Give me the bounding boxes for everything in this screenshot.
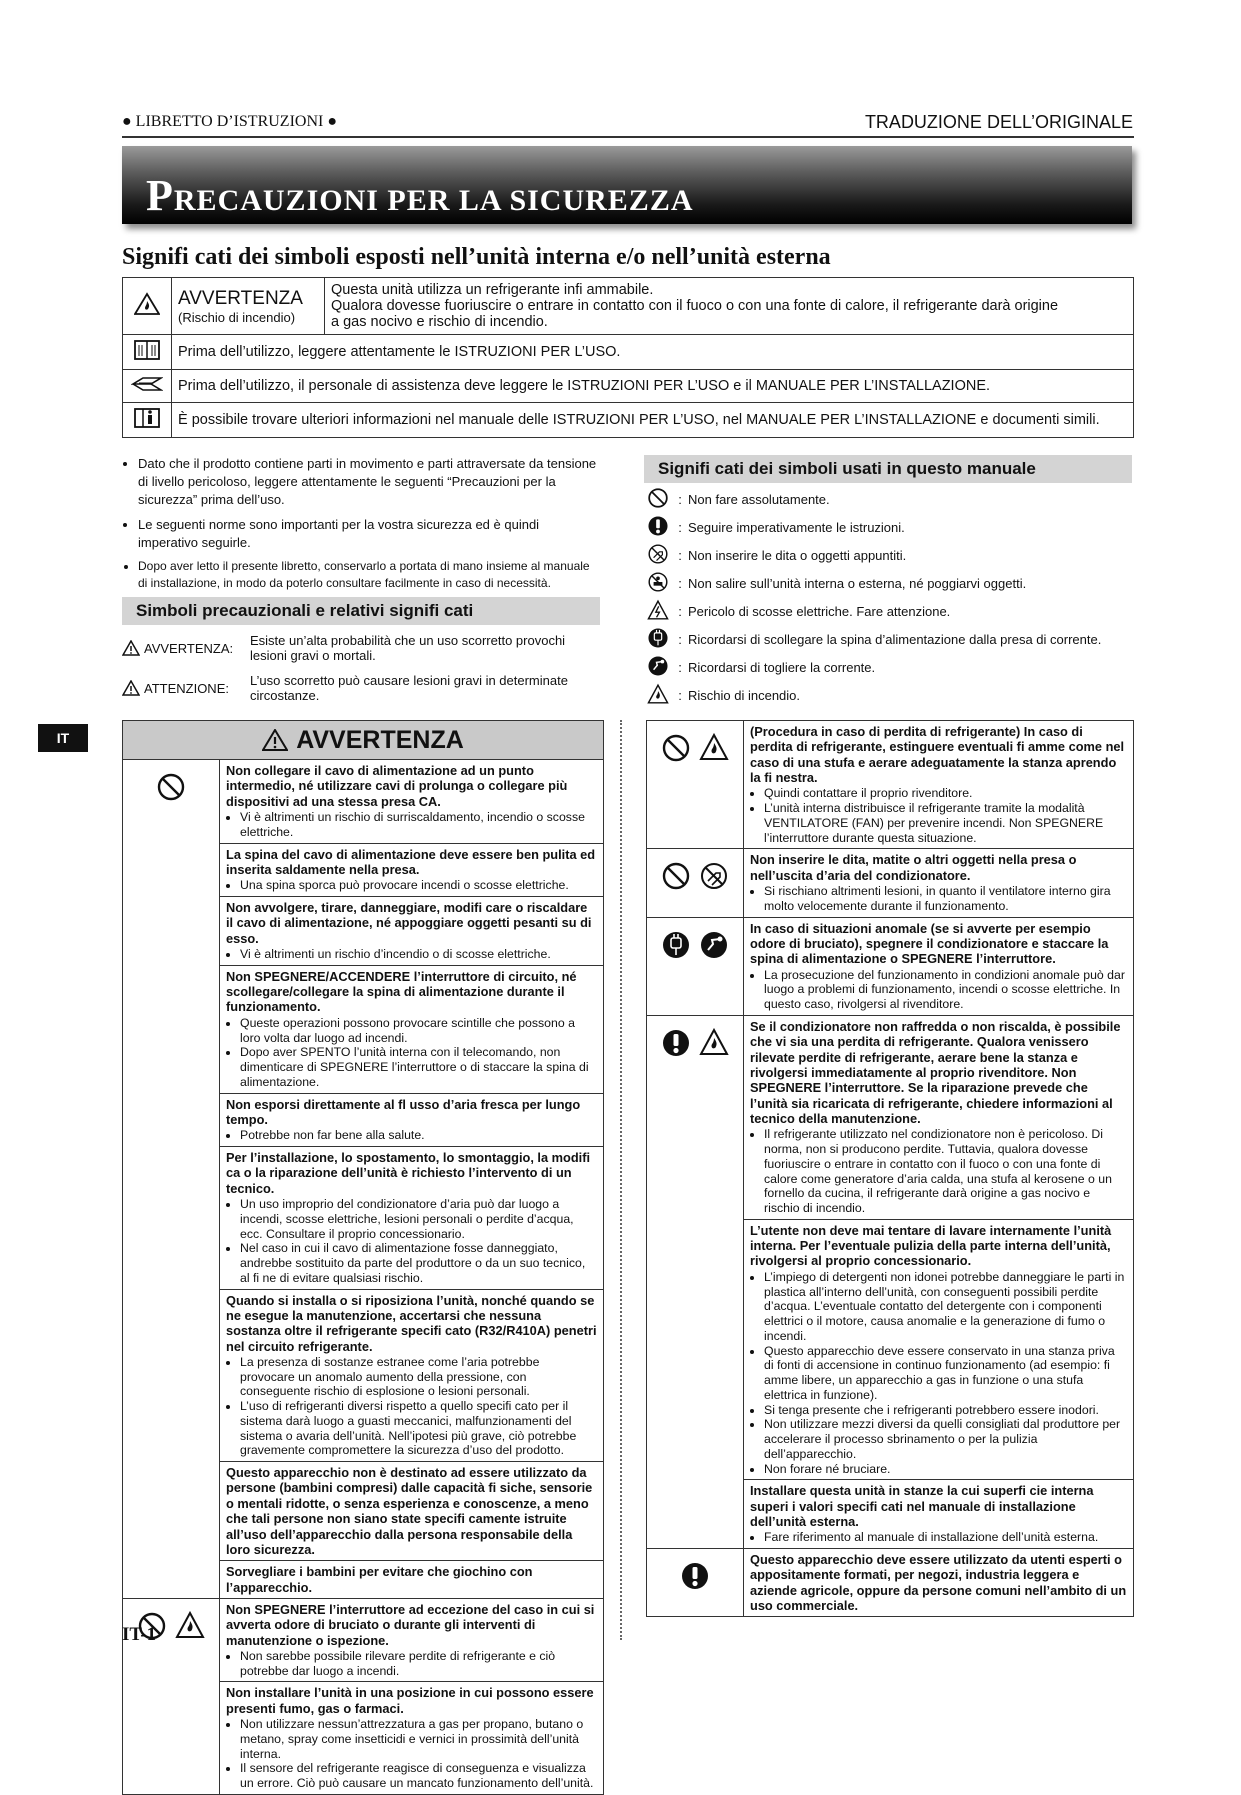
warning-item-bullets (750, 884, 1127, 914)
warning-group-icons (647, 721, 744, 848)
warning-item-bullet: • Il refrigerante utilizzato nel condizionatore non è pericoloso. Di norma, non si producono perdite. Tuttavia, qualora dovesse fuoriuscire o entrare in contatto con il fuoco o con una fonte di calore come generatore d’aria calda, una stufa al kerosene o un fornello da cucina, il refrigerante darà origine a gas nocivo e rischio di incendio. (764, 1127, 1127, 1216)
symbol-meaning: Rischio di incendio. (688, 687, 801, 703)
warning-item (744, 1220, 1133, 1481)
fire-risk-icon (175, 1611, 205, 1644)
warning-item-heading: In caso di situazioni anomale (se si avverte per esempio odore di bruciato), spegnere il condizionatore e staccare la spina di alimentazione o SPEGNERE l’interruttore. (750, 920, 1109, 967)
page-number: IT-1 (122, 1624, 157, 1645)
warning-item-bullet: • Vi è altrimenti un rischio di surriscaldamento, incendio o scosse elettriche. (240, 810, 597, 840)
warning-item-bullet: • L’impiego di detergenti non idonei potrebbe danneggiare le parti in plastica all’interno dell’unità, con conseguenti possibili perdite d’acqua. L’eventuale contatto del detergente con i componenti elettrici o il motore, causa anomalie e la generazione di fumo o incendi. (764, 1270, 1127, 1344)
warning-group (123, 1599, 603, 1794)
symbol-row (644, 569, 1132, 597)
warning-item-bullets (226, 947, 597, 962)
no-fingers-icon (699, 861, 729, 896)
warning-group-items (744, 918, 1133, 1015)
warning-meaning: Esiste un’alta probabilità che un uso scorretto provochi lesioni gravi o mortali. (250, 633, 566, 663)
warning-item-heading: Questo apparecchio non è destinato ad essere utilizzato da persone (bambini compresi) dalle capacità fi siche, sensorie o mentali ridotte, o senza esperienza e conoscenze, a meno che tali persone non siano state specifi camente istruite all’uso dell’apparecchio dalla persona responsabile della loro sicurezza. (226, 1465, 593, 1557)
warning-group-icons (647, 918, 744, 1015)
warning-group-items (220, 760, 603, 1598)
warning-item (744, 1480, 1133, 1548)
warning-item-bullets (750, 1127, 1127, 1216)
page-title: PRECAUZIONI PER LA SICUREZZA (146, 171, 694, 220)
intro-section (122, 455, 600, 598)
warning-group-items (744, 1016, 1133, 1548)
warning-item (220, 1147, 603, 1290)
header-rule (122, 136, 1134, 138)
symbol-row (644, 485, 1132, 513)
symbol-meaning: Non salire sull’unità interna o esterna, né poggiarvi oggetti. (688, 575, 1027, 591)
warning-item-bullet: • La presenza di sostanze estranee come l’aria potrebbe provocare un anomalo aumento della pressione, con conseguente rischio di esplosione o lesioni personali. (240, 1355, 597, 1399)
symbol-meaning: Pericolo di scosse elettriche. Fare attenzione. (688, 603, 951, 619)
warning-item-heading: Non avvolgere, tirare, danneggiare, modifi care o riscaldare il cavo di alimentazione, né appoggiare oggetti pesanti su di esso. (226, 899, 592, 946)
power-off-icon (644, 655, 672, 680)
warning-triangle-icon (262, 729, 288, 751)
symbol-meaning: Seguire imperativamente le istruzioni. (688, 519, 905, 535)
warning-label-cell: AVVERTENZA (Rischio di incendio) (172, 278, 325, 335)
warning-item-bullet: • Quindi contattare il proprio rivenditore. (764, 786, 1127, 801)
warning-item-heading: (Procedura in caso di perdita di refrigerante) In caso di perdita di refrigerante, estinguere eventuali fi amme come nel caso di una stufa e aerare adeguatamente la stanza aprendo la fi nestra. (750, 724, 1125, 786)
info-manual-icon (123, 403, 172, 438)
unplug-icon (661, 930, 691, 965)
warning-item (220, 897, 603, 966)
warning-item (220, 1599, 603, 1683)
symbol-meaning: Non inserire le dita o oggetti appuntiti. (688, 547, 907, 563)
warning-group (647, 1016, 1133, 1549)
warning-triangle-icon (122, 640, 140, 656)
precaution-symbols (122, 597, 600, 703)
warning-item (220, 1682, 603, 1793)
warning-item-bullet: • La prosecuzione del funzionamento in condizioni anomale può dar luogo a problemi di funzionamento, incendi o scosse elettriche. In questo caso, rivolgersi al rivenditore. (764, 968, 1127, 1012)
warning-item-bullet: • Non utilizzare nessun’attrezzatura a gas per propano, butano o metano, spray come insetticidi e vernici in prossimità dell’unità interna. (240, 1717, 597, 1761)
warning-item-heading: L’utente non deve mai tentare di lavare internamente l’unità interna. Per l’eventuale pulizia della parte interna dell’unità, rivolgersi al proprio concessionario. (750, 1222, 1112, 1269)
warning-group-icons (647, 1016, 744, 1548)
prohibited-icon (661, 733, 691, 768)
warning-item (744, 1549, 1133, 1616)
warning-item (220, 966, 603, 1094)
warning-item-bullet: • Si tenga presente che i refrigeranti potrebbero essere inodori. (764, 1403, 1127, 1418)
warning-item-bullet: • Non sarebbe possibile rilevare perdite di refrigerante e ciò potrebbe dar luogo a incendi. (240, 1649, 597, 1679)
warning-item-bullet: • Queste operazioni possono provocare scintille che possono a loro volta dar luogo ad incendi. (240, 1016, 597, 1046)
no-step-icon (644, 571, 672, 596)
symbol-row (644, 597, 1132, 625)
warning-text-cell: Questa unità utilizza un refrigerante infi ammabile. Qualora dovesse fuoriuscire o entrare in contatto con il fuoco o con una fonte di calore, il refrigerante darà origine a gas nocivo e rischio di incendio. (325, 278, 1134, 335)
warning-item-heading: La spina del cavo di alimentazione deve essere ben pulita ed inserita saldamente nella presa. (226, 846, 596, 877)
warning-item (744, 849, 1133, 916)
warning-item-bullet: • Non forare né bruciare. (764, 1462, 1127, 1477)
warning-item-heading: Non SPEGNERE/ACCENDERE l’interruttore di circuito, né scollegare/collegare la spina di alimentazione durante il funzionamento. (226, 968, 577, 1015)
unplug-icon (644, 627, 672, 652)
caution-meaning: L’uso scorretto può causare lesioni gravi in determinate circostanze. (250, 673, 568, 703)
warning-item-bullet: • Potrebbe non far bene alla salute. (240, 1128, 597, 1143)
manual-symbols-heading: Signifi cati dei simboli usati in questo manuale (644, 455, 1132, 483)
precaution-symbols-heading: Simboli precauzionali e relativi signifi cati (122, 597, 600, 625)
symbol-meaning: Ricordarsi di scollegare la spina d’alimentazione dalla presa di corrente. (688, 631, 1102, 647)
symbol-colon: : (678, 547, 682, 563)
warning-box-title: AVVERTENZA (123, 721, 603, 760)
warning-group-items (744, 721, 1133, 848)
power-off-icon (699, 930, 729, 965)
symbols-row-service: Prima dell’utilizzo, il personale di assistenza deve leggere le ISTRUZIONI PER L’USO e il MANUALE PER L’INSTALLAZIONE. (172, 370, 1134, 403)
warning-item-bullets (750, 1270, 1127, 1477)
warning-item-heading: Per l’installazione, lo spostamento, lo smontaggio, la modifi ca o la riparazione dell’unità è richiesto l’intervento di un tecnico. (226, 1149, 591, 1196)
symbol-colon: : (678, 631, 682, 647)
warning-item-bullets (750, 968, 1127, 1012)
mandatory-icon (661, 1028, 691, 1063)
warning-item-bullet: • Fare riferimento al manuale di installazione dell’unità esterna. (764, 1530, 1127, 1545)
warning-item-heading: Non installare l’unità in una posizione in cui possono essere presenti fumo, gas o farmaci. (226, 1685, 594, 1716)
prohibited-icon (156, 772, 186, 807)
warning-group-icons (647, 1549, 744, 1616)
warning-box (122, 720, 604, 1795)
warning-item (220, 1290, 603, 1463)
manual-icon (123, 335, 172, 370)
warning-item-bullet: • L’uso di refrigeranti diversi rispetto a quello specifi cato per il sistema darà luogo a guasti meccanici, malfunzionamenti del sistema o avaria dell’unità. Nell’ipotesi più grave, ciò potrebbe gravemente compromettere la sicurezza d’uso del prodotto. (240, 1399, 597, 1458)
warning-item-bullet: • Questo apparecchio deve essere conservato in una stanza priva di fonti di accensione in continuo funzionamento (ad esempio: fi amme libere, un apparecchio a gas in funzione o una stufa elettrica in funzione). (764, 1344, 1127, 1403)
warning-group (647, 849, 1133, 917)
symbol-row (644, 625, 1132, 653)
caution-triangle-icon (122, 680, 140, 696)
warning-item-heading: Non collegare il cavo di alimentazione ad un punto intermedio, né utilizzare cavi di prolunga o collegare più dispositivi ad una stessa presa CA. (226, 763, 568, 809)
warning-item-bullet: • Il sensore del refrigerante reagisce di conseguenza e visualizza un errore. Ciò può causare un mancato funzionamento dell’unità. (240, 1761, 597, 1791)
warning-item-heading: Quando si installa o si riposiziona l’unità, nonché quando se ne esegue la manutenzione, accertarsi che nessuna sostanza oltre il refrigerante specifi cato (R32/R410A) penetri nel circuito refrigerante. (226, 1292, 597, 1354)
warning-item-heading: Se il condizionatore non raffredda o non riscalda, è possibile che vi sia una perdita di refrigerante. Qualora venissero rilevate perdite di refrigerante, aerare bene la stanza e rivolgersi immediatamente al proprio rivenditore. Non SPEGNERE l’interruttore. Se la riparazione prevede che l’unità sia ricaricata di refrigerante, chiedere informazioni al tecnico della manutenzione. (750, 1018, 1121, 1126)
warning-item-bullets (226, 1016, 597, 1090)
intro-bullet: • Dato che il prodotto contiene parti in movimento e parti attraversate da tensione di livello pericoloso, leggere attentamente le seguenti “Precauzioni per la sicurezza” prima dell’uso. (138, 455, 600, 510)
symbols-row-read-manual: Prima dell’utilizzo, leggere attentamente le ISTRUZIONI PER L’USO. (172, 335, 1134, 370)
warning-item (744, 918, 1133, 1015)
warning-item-bullets (750, 1530, 1127, 1545)
manual-symbols (644, 455, 1132, 709)
symbol-colon: : (678, 575, 682, 591)
symbols-table (122, 277, 1134, 438)
warning-label: AVVERTENZA: (144, 640, 234, 656)
warning-item-heading: Questo apparecchio deve essere utilizzato da utenti esperti o appositamente formati, per negozi, industria leggera e aziende agricole, oppure da persone comuni nell’ambito di un uso commerciale. (750, 1552, 1127, 1614)
warning-item-bullets (226, 1128, 597, 1143)
symbol-row (644, 513, 1132, 541)
warning-item-heading: Non SPEGNERE l’interruttore ad eccezione del caso in cui si avverta odore di bruciato o durante gli interventi di manutenzione o ispezione. (226, 1601, 595, 1648)
service-manual-icon (123, 370, 172, 403)
warning-item (220, 1561, 603, 1598)
warning-item-bullets (226, 1649, 597, 1679)
mandatory-icon (680, 1561, 710, 1596)
symbols-heading: Signifi cati dei simboli esposti nell’unità interna e/o nell’unità esterna (122, 244, 831, 270)
warning-item (220, 1094, 603, 1147)
warning-item-bullets (226, 810, 597, 840)
warning-item-bullet: • Dopo aver SPENTO l’unità interna con il telecomando, non dimenticare di SPEGNERE l’interruttore o di staccare la spina di alimentazione. (240, 1045, 597, 1089)
warning-item-bullet: • Nel caso in cui il cavo di alimentazione fosse danneggiato, andrebbe sostituito da parte del produttore o da un suo tecnico, al fi ne di evitare qualsiasi rischio. (240, 1241, 597, 1285)
symbol-row (644, 653, 1132, 681)
header-right: TRADUZIONE DELL’ORIGINALE (864, 112, 1133, 132)
symbol-row (644, 541, 1132, 569)
no-fingers-icon (644, 543, 672, 568)
electric-shock-icon (644, 599, 672, 624)
warning-item-bullets (226, 1197, 597, 1286)
warning-group-items (744, 1549, 1133, 1616)
warning-item (744, 721, 1133, 848)
warning-group-items (744, 849, 1133, 916)
warning-item-bullet: • L’unità interna distribuisce il refrigerante tramite la modalità VENTILATORE (FAN) per prevenire incendi. Non SPEGNERE l’interruttore durante questa situazione. (764, 801, 1127, 845)
fire-risk-icon (123, 278, 172, 335)
header-left: ● LIBRETTO D’ISTRUZIONI ● (122, 113, 338, 130)
warning-item (220, 760, 603, 844)
warning-item-bullet: • Un uso improprio del condizionatore d’aria può dar luogo a incendi, scosse elettriche, lesioni personali o perdite d’acqua, ecc. Consultare il proprio concessionario. (240, 1197, 597, 1241)
warning-group-icons (123, 760, 220, 1598)
symbol-meaning: Non fare assolutamente. (688, 491, 830, 507)
warning-group (123, 760, 603, 1599)
fire-risk-icon (644, 683, 672, 708)
warning-item-bullets (226, 1355, 597, 1458)
prohibited-icon (644, 487, 672, 512)
warning-item-bullet: • Vi è altrimenti un rischio d’incendio o di scosse elettriche. (240, 947, 597, 962)
intro-bullet: • Le seguenti norme sono importanti per la vostra sicurezza ed è quindi imperativo seguirle. (138, 516, 600, 552)
warning-item-bullet: • Una spina sporca può provocare incendi o scosse elettriche. (240, 878, 597, 893)
intro-bullet: • Dopo aver letto il presente libretto, conservarlo a portata di mano insieme al manuale di installazione, in modo da poterlo consultare facilmente in caso di necessità. (138, 558, 600, 592)
warning-item-heading: Non esporsi direttamente al fl usso d’aria fresca per lungo tempo. (226, 1096, 581, 1127)
mandatory-icon (644, 515, 672, 540)
warning-group-items (220, 1599, 603, 1794)
language-tab: IT (38, 724, 88, 752)
caution-label: ATTENZIONE: (144, 680, 229, 696)
column-divider (620, 720, 622, 1640)
symbol-meaning: Ricordarsi di togliere la corrente. (688, 659, 876, 675)
warning-group (647, 1549, 1133, 1616)
symbol-colon: : (678, 491, 682, 507)
prohibited-icon (661, 861, 691, 896)
warning-group (647, 918, 1133, 1016)
warning-box-right (646, 720, 1134, 1617)
symbols-row-info: È possibile trovare ulteriori informazioni nel manuale delle ISTRUZIONI PER L’USO, nel MANUALE PER L’INSTALLAZIONE e documenti simili. (172, 403, 1134, 438)
warning-item-heading: Sorvegliare i bambini per evitare che giochino con l’apparecchio. (226, 1564, 533, 1595)
symbol-colon: : (678, 519, 682, 535)
warning-group (647, 721, 1133, 849)
warning-item-heading: Non inserire le dita, matite o altri oggetti nella presa o nell’uscita d’aria del condizionatore. (750, 852, 1077, 883)
warning-item-bullets (226, 878, 597, 893)
warning-item-bullet: • Si rischiano altrimenti lesioni, in quanto il ventilatore interno gira molto velocemente durante il funzionamento. (764, 884, 1127, 914)
symbol-row (644, 681, 1132, 709)
warning-item (220, 1462, 603, 1561)
warning-item (220, 844, 603, 897)
symbol-colon: : (678, 659, 682, 675)
symbol-colon: : (678, 687, 682, 703)
fire-risk-icon (699, 1028, 729, 1061)
warning-item-heading: Installare questa unità in stanze la cui superfi cie interna superi i valori specifi cati nel manuale di installazione dell’unità esterna. (750, 1483, 1094, 1529)
warning-item-bullet: • Non utilizzare mezzi diversi da quelli consigliati dal produttore per accelerare il processo sbrinamento o per la pulizia dell’apparecchio. (764, 1417, 1127, 1461)
warning-item-bullets (750, 786, 1127, 845)
fire-risk-icon (699, 733, 729, 766)
warning-item (744, 1016, 1133, 1220)
warning-group-icons (647, 849, 744, 916)
symbol-colon: : (678, 603, 682, 619)
